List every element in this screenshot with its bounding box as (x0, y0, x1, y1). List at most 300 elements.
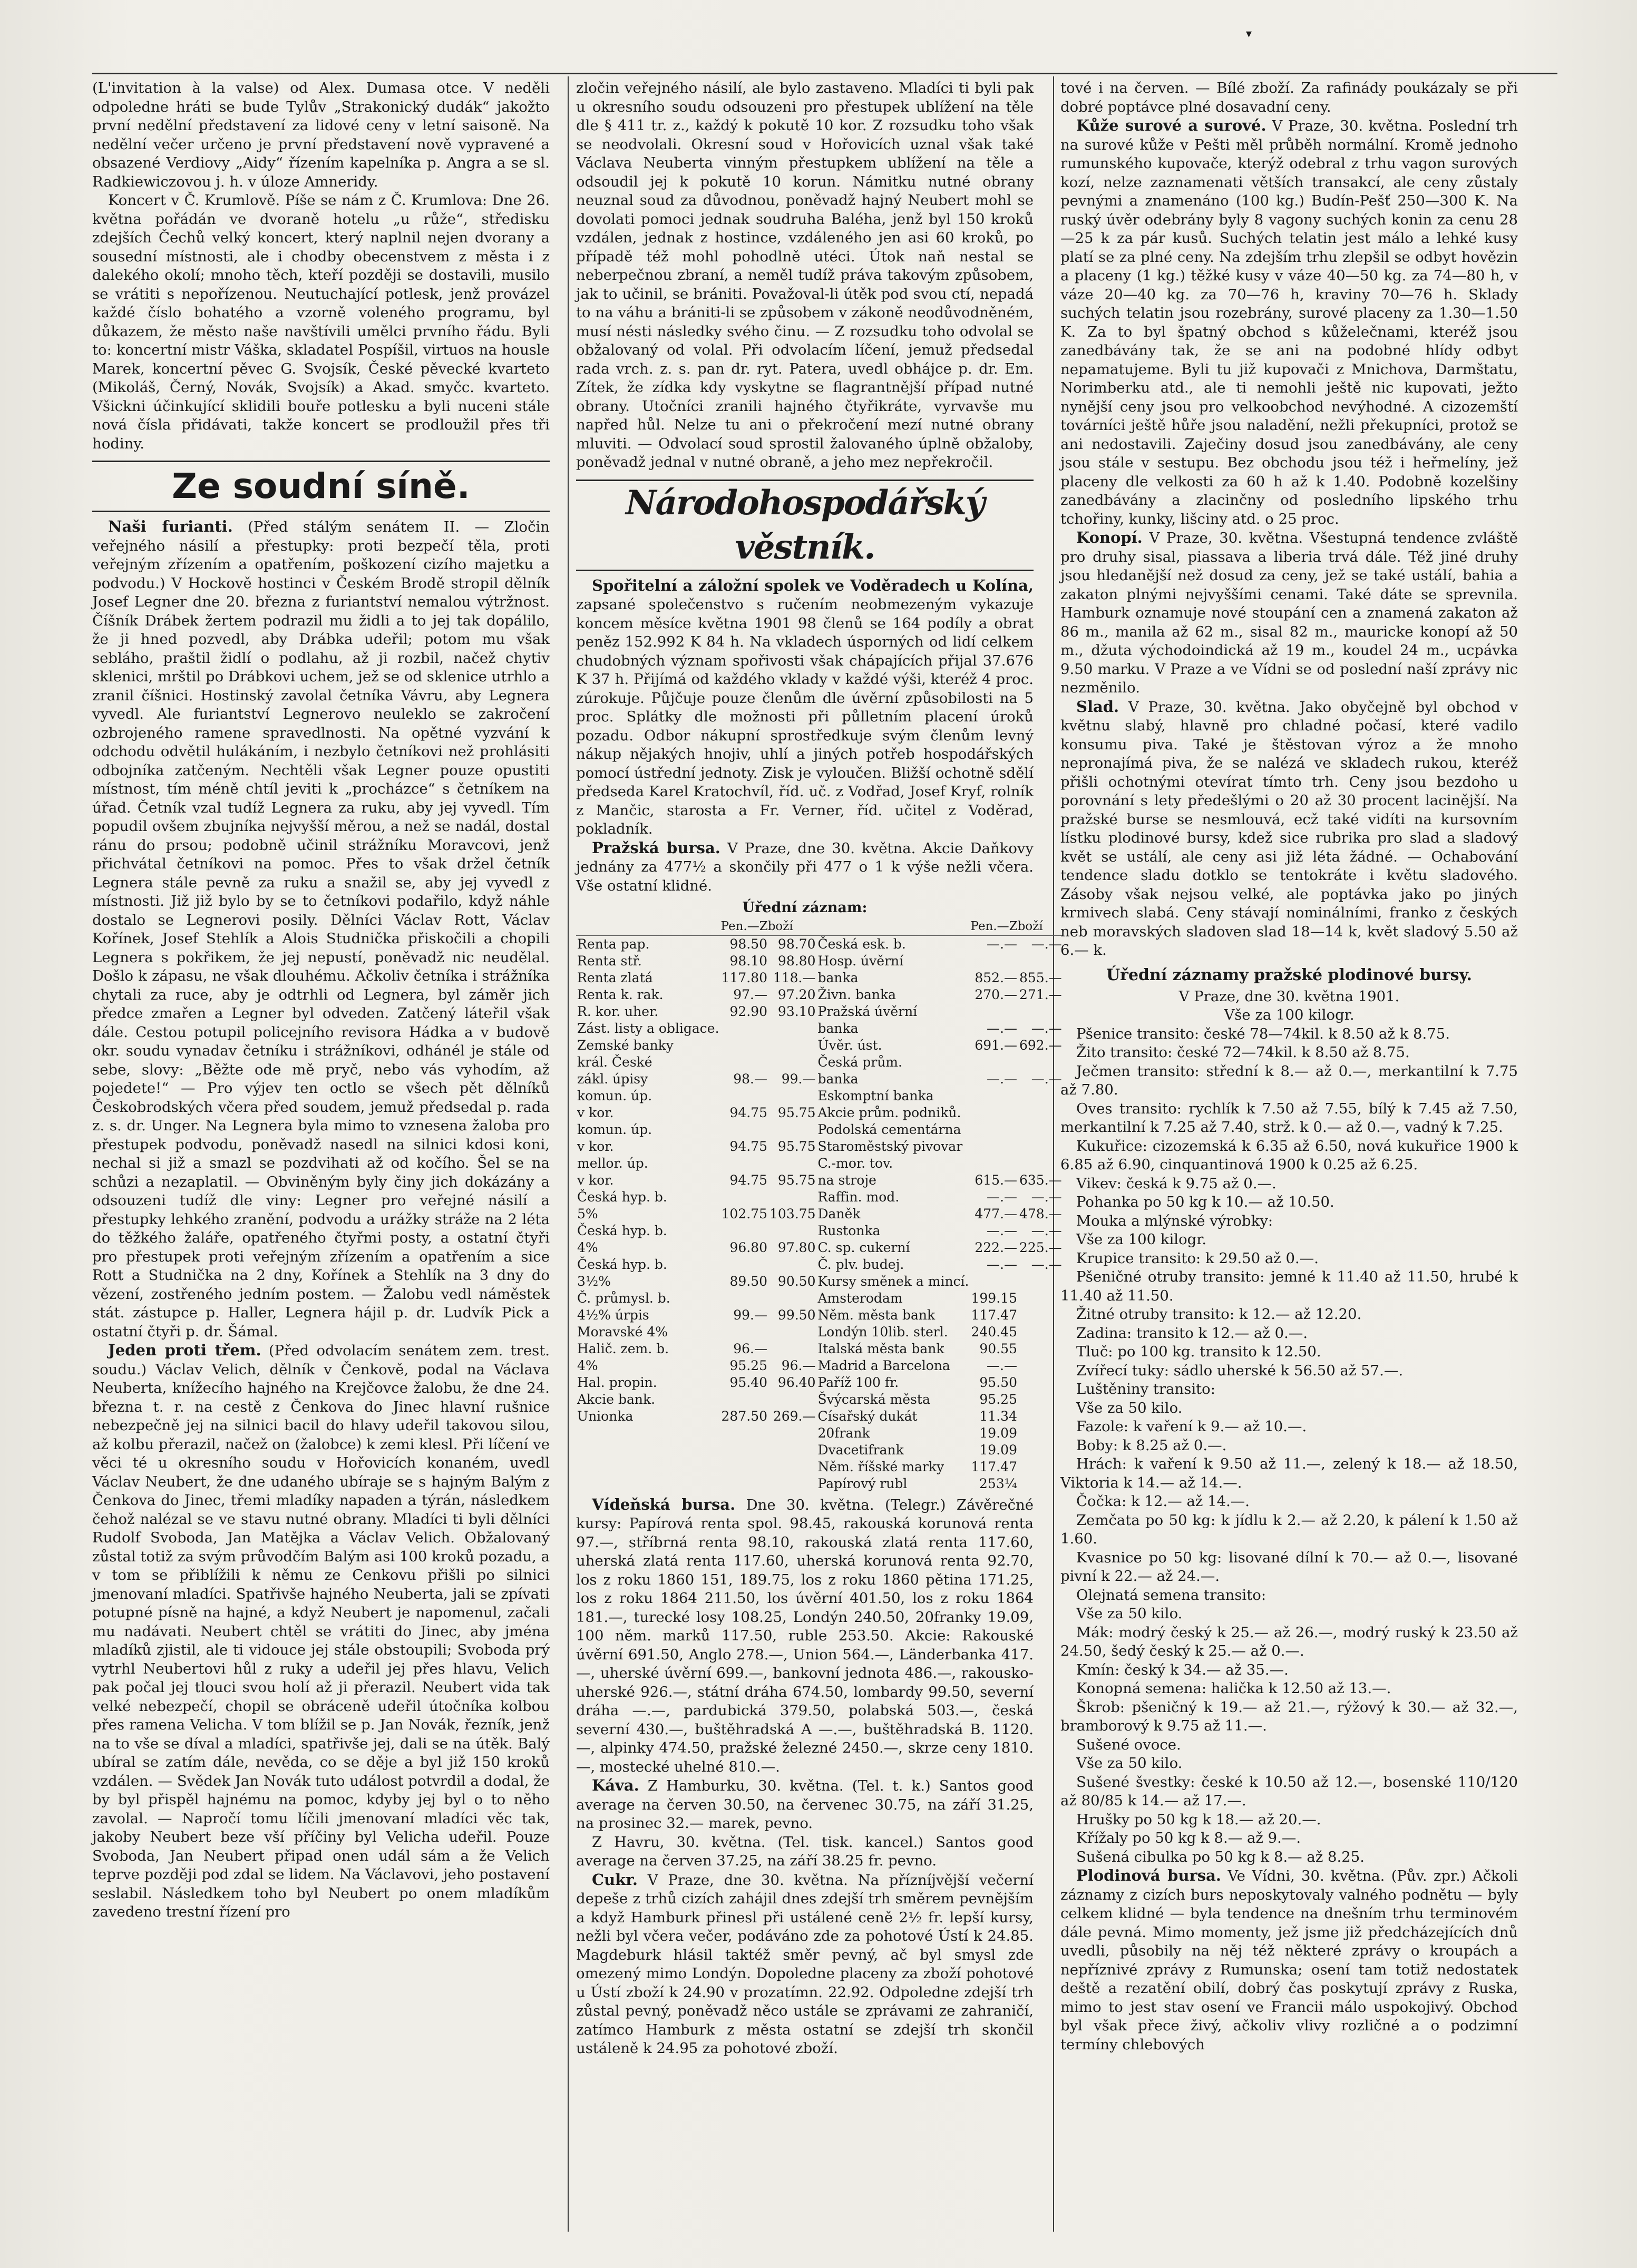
table-cell: Hosp. úvěrní (817, 953, 904, 969)
table-cell: Česká prům. (817, 1054, 902, 1070)
table-cell: 95.75 (777, 1104, 816, 1120)
section-heading-economy: Národohospodářský věstník. (576, 480, 1034, 571)
article-nasi-furianti (92, 517, 550, 1341)
column-1 (92, 79, 550, 2218)
table-cell (576, 1442, 720, 1459)
table-cell: 478.— (1019, 1206, 1062, 1221)
table-row (576, 1442, 1063, 1459)
table-cell: 5% (577, 1206, 598, 1221)
table-cell: Č. plv. budej. (817, 1256, 904, 1272)
exchange-unit: Vše za 100 kilogr. (1224, 1006, 1355, 1023)
article-cukr (576, 1871, 1034, 2058)
table-cell (1018, 1121, 1063, 1138)
article-title: Káva. (592, 1776, 639, 1794)
table-row (576, 1071, 1063, 1088)
table-cell: 11.34 (979, 1408, 1017, 1424)
table-cell (720, 1475, 768, 1492)
table-cell: 97.20 (777, 986, 816, 1002)
table-cell (970, 1104, 1018, 1121)
table-cell (720, 1088, 768, 1104)
table-cell (1018, 1374, 1063, 1391)
table-cell: 4% (577, 1239, 598, 1255)
article-title: Spořitelní a záložní spolek ve Voděradech u Kolína, (592, 576, 1034, 594)
table-row (576, 935, 1063, 953)
article-title: Konopí. (1076, 529, 1143, 546)
commodity-line: Kvasnice po 50 kg: lisované dílní k 70.— až 0.—, lisované pivní k 22.— až 24.—. (1060, 1549, 1518, 1585)
table-cell: 117.80 (721, 970, 768, 985)
article-title: Pražská bursa. (592, 838, 720, 857)
column-3 (1060, 79, 1518, 2218)
table-cell (768, 1341, 816, 1357)
table-cell: Zemské banky (577, 1037, 674, 1053)
table-row (576, 1104, 1063, 1121)
table-row (576, 1003, 1063, 1020)
table-cell (1018, 1138, 1063, 1155)
table-cell: R. kor. uher. (577, 1003, 659, 1019)
table-cell: Daněk (817, 1206, 861, 1221)
article-kava (576, 1776, 1034, 1833)
exchange-table-body (576, 935, 1063, 1492)
table-cell: 287.50 (721, 1408, 768, 1424)
article-title: Naši furianti. (108, 517, 233, 535)
table-cell: v kor. (577, 1104, 614, 1120)
table-cell (720, 1020, 768, 1037)
table-cell (720, 1442, 768, 1459)
table-cell (1018, 1408, 1063, 1425)
table-cell: banka (817, 1071, 859, 1087)
commodity-line: Hrách: k vaření k 9.50 až 11.—, zelený k 18.— až 18.50, Viktoria k 14.— až 14.—. (1060, 1455, 1518, 1491)
table-cell: Česká hyp. b. (577, 1256, 667, 1272)
article-konopi (1060, 529, 1518, 698)
table-cell: 98.10 (729, 953, 768, 969)
table-cell (1018, 1425, 1063, 1442)
table-cell (768, 1037, 816, 1054)
table-cell (768, 1391, 816, 1408)
table-cell (720, 1054, 768, 1071)
theatre-notice: (L'invitation à la valse) od Alex. Dumasa otce. V neděli odpoledne hráti se bude Tylův „Strakonický dudák“ jakožto první nedělní představení za lidové ceny v letní saisoně. Na nedělní večer určeno je první představení nově vypravené a obsazené Verdiovy „Aidy“ řízením kapelníka p. Angra a se sl. Radkiewiczovou j. h. v úloze Amneridy. (92, 80, 550, 190)
table-cell: Úvěr. úst. (817, 1037, 882, 1053)
table-cell: na stroje (817, 1172, 876, 1188)
article-body: V Praze, dne 30. května. Akcie Daňkovy jednány za 477½ a skončily při 477 o 1 k výše nežli včera. Vše ostatní klidné. (576, 839, 1034, 894)
table-cell (970, 1121, 1018, 1138)
table-cell: 269.— (773, 1408, 816, 1424)
commodity-line: Luštěniny transito: (1076, 1381, 1215, 1397)
table-cell (720, 1189, 768, 1206)
table-cell (1018, 1054, 1063, 1071)
table-cell (1018, 1290, 1063, 1307)
article-body: Z Hamburku, 30. května. (Tel. t. k.) Santos good average na červen 30.50, na červenec 30.75, na září 31.25, na prosinec 32.— marek, pevno. (576, 1777, 1034, 1832)
table-cell: 852.— (975, 970, 1017, 985)
table-cell: 97.— (733, 986, 768, 1002)
table-cell (768, 1256, 816, 1273)
table-cell (768, 1020, 816, 1037)
table-cell (1018, 1475, 1063, 1492)
table-cell: Akcie bank. (577, 1391, 656, 1407)
article-body: V Praze, dne 30. května. Na přízníjvější večerní depeše z trhů cizích zahájil dnes zdejší trh směrem pevnějším a když Hamburk přinesl při ustálené ceně 2½ fr. lepší kursy, nežli byl včera večer, podáváno zde za pohotové Ústí k 24.85. Magdeburk hlásil taktéž směr pevný, ač byl smysl zde omezený mimo Londýn. Dopoledne placeny za zboží pohotové u Ústí zboží k 24.90 v prozatímn. 22.92. Odpoledne zdejší trh zůstal pevný, poněvadž něco ustále se zprávami ze zahraničí, zatímco Hamburk z města ostatní se zdejší trh skončil ustáleně k 24.95 za pohotové zboží. (576, 1871, 1034, 2057)
article-title: Jeden proti třem. (108, 1341, 261, 1359)
table-cell: C.-mor. tov. (817, 1155, 893, 1171)
table-cell: Renta pap. (577, 936, 650, 952)
table-cell: v kor. (577, 1172, 614, 1188)
article-videnska-bursa (576, 1495, 1034, 1777)
table-cell: 92.90 (729, 1003, 768, 1019)
table-cell: 19.09 (979, 1425, 1017, 1441)
table-cell (768, 1324, 816, 1341)
table-cell: 95.40 (729, 1374, 768, 1390)
table-cell: mellor. úp. (577, 1155, 648, 1171)
article-jeden-proti-trem (92, 1341, 550, 1922)
table-cell: Česká esk. b. (817, 936, 906, 952)
table-cell: 98.70 (777, 936, 816, 952)
column-divider-1 (568, 76, 569, 2232)
table-cell: Č. průmysl. b. (577, 1290, 670, 1306)
table-cell (1018, 1391, 1063, 1408)
table-cell (720, 1121, 768, 1138)
table-row (576, 1459, 1063, 1475)
table-cell (720, 1391, 768, 1408)
table-cell: 691.— (975, 1037, 1017, 1053)
table-cell: 117.47 (971, 1307, 1017, 1323)
table-cell: 99.50 (777, 1307, 816, 1323)
table-cell: 94.75 (729, 1104, 768, 1120)
table-row (576, 1425, 1063, 1442)
table-cell: 103.75 (769, 1206, 816, 1221)
table-cell: komun. úp. (577, 1088, 652, 1103)
table-cell: —.— (1031, 1020, 1062, 1036)
table-row (576, 1256, 1063, 1273)
table-cell: —.— (987, 1357, 1017, 1373)
table-cell (1018, 1104, 1063, 1121)
table-cell (970, 953, 1018, 970)
commodity-line: Mák: modrý český k 25.— až 26.—, modrý ruský k 23.50 až 24.50, šedý český k 25.— až 0.—. (1060, 1624, 1518, 1659)
table-cell: —.— (987, 1071, 1017, 1087)
table-cell: zákl. úpisy (577, 1071, 648, 1087)
commodity-line: Tluč: po 100 kg. transito k 12.50. (1076, 1343, 1321, 1360)
table-cell (720, 1425, 768, 1442)
section-heading-court: Ze soudní síně. (92, 461, 550, 512)
table-cell: banka (817, 970, 859, 985)
article-body: V Praze, 30. května. Jako obyčejně byl obchod v květnu slabý, hlavně pro chladné počasí, které vadilo konsumu piva. Také je štěstovan výroz a že mnoho nepronajímá piva, že se nalézá ve skladech rukou, kteréž přišli ochotnými otevírat tímto trh. Ceny jsou bezdoho u porovnání s lety předešlými o 20 až 30 procent lacinější. Na pražské burse se nesmlouvá, ecž také vidíti na kursovním lístku plodinové bursy, kdež sice rubrika pro slad a sladový květ se ustálí, ale ceny asi již léta žádné. — Ochabování tendence sladu dotklo se tentokráte i květu sladového. Zásoby však nejsou velké, ale poptávka jako po jiných krmivech slabá. Ceny stávají nominálními, franko z českých neb moravských sladoven slad 18—14 k, květ sladový 5.50 až 6.— k. (1060, 698, 1518, 959)
table-cell (720, 1290, 768, 1307)
table-cell: 271.— (1019, 986, 1062, 1002)
table-cell: 102.75 (721, 1206, 768, 1221)
table-cell: —.— (1031, 1256, 1062, 1272)
table-row (576, 1138, 1063, 1155)
table-cell: 95.75 (777, 1138, 816, 1154)
table-cell (1018, 1273, 1063, 1290)
table-cell (768, 1459, 816, 1475)
table-row (576, 970, 1063, 986)
table-cell (720, 1037, 768, 1054)
table-cell: —.— (987, 1223, 1017, 1238)
table-cell: —.— (987, 1189, 1017, 1205)
article-body: V Praze, 30. května. Všestupná tendence zvláště pro druhy sisal, piassava a liberia trvá dále. Též jiné druhy jsou hledanější než dosud za ceny, jež se také ustálí, bahia a zakaton plnými nejvyššími cenami. Také dáte se sprevnila. Hamburk oznamuje nové stoupání cen a znamená zakaton až 86 m., manila až 62 m., sisal 82 m., mauricke konopí až 50 m., džuta východoindická až 19 m., koudel 24 m., ucpávka 9.50 marku. V Praze a ve Vídni se od poslední naší zprávy nic nezměnilo. (1060, 530, 1518, 696)
table-cell: —.— (987, 1256, 1017, 1272)
table-cell (970, 1138, 1018, 1155)
table-cell (768, 1054, 816, 1071)
table-header-row (576, 917, 1063, 936)
table-cell: Něm. říšské marky (817, 1459, 944, 1474)
table-cell: 199.15 (971, 1290, 1017, 1306)
table-cell (970, 1088, 1018, 1104)
commodity-exchange-heading: Úřední záznamy pražské plodinové bursy. (1106, 965, 1472, 984)
table-cell (720, 1256, 768, 1273)
table-cell: Podolská cementárna (817, 1121, 961, 1137)
table-cell (720, 1324, 768, 1341)
table-cell: 692.— (1019, 1037, 1062, 1053)
commodity-line: Ječmen transito: střední k 8.— až 0.—, merkantilní k 7.75 až 7.80. (1060, 1062, 1518, 1098)
commodity-line: Křížaly po 50 kg k 8.— až 9.—. (1076, 1830, 1301, 1846)
article-body: Dne 30. května. (Telegr.) Závěrečné kursy: Papírová renta spol. 98.45, rakouská korunová renta 97.—, stříbrná renta 98.10, rakouská zlatá renta 117.60, uherská zlatá renta 117.60, uherská korunová renta 92.70, los z roku 1860 151, 189.75, los z roku 1860 pětina 171.25, los z roku 1864 211.50, los úvěrní 401.50, los z roku 1864 181.—, turecké losy 108.25, Londýn 240.50, 20franky 19.09, 100 něm. marků 117.50, ruble 253.50. Akcie: Rakouské úvěrní 691.50, Anglo 278.—, Union 564.—, Länderbanka 417.—, uherské úvěrní 699.—, bankovní jednota 486.—, rakousko-uherské 926.—, státní dráha 674.50, lombardy 99.50, severní dráha —.—, pardubická 379.50, polabská 503.—, česká severní 430.—, buštěhradská A —.—, buštěhradská B. 1120.—, alpinky 474.50, pražské železné 2450.—, skrze ceny 1810.—, mostecké uhelné 810.—. (576, 1496, 1034, 1775)
table-cell: 96.— (781, 1357, 816, 1373)
table-cell: Amsterodam (817, 1290, 903, 1306)
table-cell (1018, 953, 1063, 970)
table-cell: 89.50 (729, 1273, 768, 1289)
table-cell (768, 1442, 816, 1459)
table-cell: 94.75 (729, 1172, 768, 1188)
table-cell (970, 1003, 1018, 1020)
table-cell: 240.45 (971, 1324, 1017, 1340)
article-title: Kůže surové a surové. (1076, 116, 1266, 134)
table-row (576, 1273, 1063, 1290)
table-row (576, 1223, 1063, 1239)
sugar-continued: tové i na červen. — Bílé zboží. Za rafinády poukázaly se při dobré poptávce plné dosavadní ceny. (1060, 80, 1518, 115)
table-cell (1018, 1357, 1063, 1374)
table-cell: 253¼ (979, 1475, 1017, 1491)
commodity-line: Vše za 50 kilo. (1076, 1605, 1183, 1622)
table-cell: Živn. banka (817, 986, 897, 1002)
commodity-line: Vikev: česká k 9.75 až 0.—. (1076, 1175, 1277, 1192)
table-cell (1018, 1155, 1063, 1172)
table-cell: 99.— (781, 1071, 816, 1087)
table-row (576, 1374, 1063, 1391)
table-cell: Papírový rubl (817, 1475, 908, 1491)
table-cell: 635.— (1019, 1172, 1062, 1188)
table-row (576, 1155, 1063, 1172)
table-cell: Paříž 100 fr. (817, 1374, 899, 1390)
table-cell: Hal. propin. (577, 1374, 657, 1390)
commodity-line: Sušené ovoce. (1076, 1736, 1181, 1753)
table-cell (970, 1155, 1018, 1172)
table-cell: Madrid a Barcelona (817, 1357, 950, 1373)
table-cell (768, 1189, 816, 1206)
table-cell: 98.— (733, 1071, 768, 1087)
commodity-line: Čočka: k 12.— až 14.—. (1076, 1493, 1250, 1510)
table-row (576, 1324, 1063, 1341)
table-cell: 222.— (975, 1239, 1017, 1255)
commodity-line: Olejnatá semena transito: (1076, 1586, 1266, 1604)
table-cell: 20frank (817, 1425, 870, 1441)
table-cell: —.— (1031, 1189, 1062, 1205)
article-sporitelni-spolek (576, 576, 1034, 839)
table-cell: —.— (1031, 936, 1062, 952)
column-2 (576, 79, 1062, 2218)
table-cell: 95.25 (729, 1357, 768, 1373)
commodity-line: Vše za 50 kilo. (1076, 1399, 1183, 1416)
commodity-line: Kmín: český k 34.— až 35.—. (1076, 1661, 1289, 1678)
table-cell: 270.— (975, 986, 1017, 1002)
table-cell (576, 1475, 720, 1492)
commodity-line: Zvířecí tuky: sádlo uherské k 56.50 až 57.—. (1076, 1362, 1404, 1379)
table-cell: C. sp. cukerní (817, 1239, 910, 1255)
table-cell: král. České (577, 1054, 652, 1070)
table-row (576, 1020, 1063, 1037)
table-cell: 98.50 (729, 936, 768, 952)
table-cell: Renta zlatá (577, 970, 653, 985)
table-row (576, 1239, 1063, 1256)
table-cell: Moravské 4% (577, 1324, 668, 1340)
article-plodinova-bursa (1060, 1866, 1518, 2054)
table-cell: Česká hyp. b. (577, 1189, 667, 1205)
article-title: Cukr. (592, 1870, 638, 1889)
table-row (576, 953, 1063, 970)
table-cell (720, 1155, 768, 1172)
commodity-list (1060, 1025, 1518, 1867)
table-cell: 95.75 (777, 1172, 816, 1188)
commodity-line: Vše za 100 kilogr. (1076, 1231, 1207, 1248)
table-cell (768, 1088, 816, 1104)
table-row (576, 1475, 1063, 1492)
commodity-line: Mouka a mlýnské výrobky: (1076, 1212, 1273, 1229)
krumlov-concert-article: Koncert v Č. Krumlově. Píše se nám z Č. Krumlova: Dne 26. května pořádán ve dvoraně hotelu „u růže“, středisku zdejších Čechů velký koncert, který naplnil nejen dvorany a sousední místnosti, ale i chodby obecenstvem z města i z dalekého okolí; mnoho těch, kteří později se dostavili, musilo se vrátiti s nepořízenou. Neutuchající potlesk, jenž provázel každé číslo bohatého a vzorně voleného programu, byl důkazem, že město naše navštívili umělci prvního řádu. Byli to: koncertní mistr Váška, skladatel Pospíšil, virtuos na housle Marek, koncertní pěvec G. Svojsík, České pěvecké kvarteto (Mikoláš, Černý, Novák, Svojsík) a Akad. smyčc. kvarteto. Všickni účinkující sklidili bouře potlesku a byli nuceni stále nová čísla přidávati, takže koncert se prodloužil přes tři hodiny. (92, 192, 550, 452)
commodity-line: Zadina: transito k 12.— až 0.—. (1076, 1324, 1308, 1342)
table-cell: 477.— (975, 1206, 1017, 1221)
table-cell (768, 1223, 816, 1239)
table-cell (720, 1223, 768, 1239)
table-cell: 855.— (1019, 970, 1062, 985)
table-row (576, 1088, 1063, 1104)
table-cell: Italská města bank (817, 1341, 944, 1356)
table-cell (970, 1054, 1018, 1071)
table-cell: 615.— (975, 1172, 1017, 1188)
exchange-table (576, 917, 1063, 1492)
table-cell: 118.— (773, 970, 816, 985)
table-cell (768, 1475, 816, 1492)
table-cell (576, 1459, 720, 1475)
table-cell: Kursy směnek a mincí. (817, 1273, 969, 1289)
table-cell: 90.55 (979, 1341, 1017, 1356)
table-row (576, 1172, 1063, 1189)
commodity-line: Krupice transito: k 29.50 až 0.—. (1076, 1249, 1319, 1267)
table-cell (768, 1155, 816, 1172)
table-cell: 4% (577, 1357, 598, 1373)
table-cell: Raffin. mod. (817, 1189, 900, 1205)
table-cell (1018, 1088, 1063, 1104)
article-body: V Praze, 30. května. Poslední trh na surové kůže v Pešti měl průběh normální. Kromě jednoho rumunského kupovače, kterýž odebral z trhu vagon surových kozí, nelze zaznamenati větších transakcí, ale ceny zůstaly pevnými a znamenáno (100 kg.) Budín-Pešť 250—300 K. Na ruský úvěr odebrány byly 8 vagony suchých konin za cenu 28—25 k za pár kusů. Suchých telatin jest málo a lehké kusy platí se za plné ceny. Na zdejším trhu zlepšil se odbyt hovězin a placeny (1 kg.) těžké kusy v váze 40—50 kg. za 74—80 h, v váze 20—40 kg. za 70—76 h, kraviny 70—76 h. Sklady suchých telatin jsou rozebrány, surové placeny za 1.30—1.50 K. Za to byl špatný obchod s kůželečnami, kteréž jsou zanedbávány tak, že se ani na podobné hlídy odbyt nepamatujeme. Byli tu již kupovači z Mnichova, Darmštatu, Norimberku atd., ale ti nemohli ještě nic kupovati, ježto nynější ceny jsou pro velkoobchod nevýhodné. A cizozemští továrníci ještě hůře jsou naladění, nežli překupníci, protož se ani nedostavili. Zaječiny dosud jsou zanedbávány, ale ceny jsou stále v sestupu. Bez obchodu jsou též i heřmelíny, jež placeny dle velkosti za 60 h až k 1.40. Podobně kozelšiny zanedbávány a zlacinčny od posledního lipského trhu tchořiny, kunky, lišciny atd. o 25 proc. (1060, 118, 1518, 527)
table-cell (576, 1425, 720, 1442)
commodity-line: Boby: k 8.25 až 0.—. (1076, 1436, 1227, 1454)
table-row (576, 1290, 1063, 1307)
table-cell: 95.50 (979, 1374, 1017, 1390)
table-cell: Pražská úvěrní (817, 1003, 918, 1019)
commodity-line: Pšeničné otruby transito: jemné k 11.40 až 11.50, hrubé k 11.40 až 11.50. (1060, 1268, 1518, 1304)
table-cell: Renta k. rak. (577, 986, 664, 1002)
article-kuze (1060, 116, 1518, 529)
col-header: Pen.—Zboží (970, 917, 1063, 936)
table-cell (1018, 1442, 1063, 1459)
article-body: Ve Vídni, 30. května. (Pův. zpr.) Ačkoli záznamy z cizích burs neposkytovaly valného podnětu — byly celkem klidné — byla tendence na dnešním trhu terminovém dále pevná. Mimo momenty, jež jsme již předcházejících dnů uvedli, působily na něj též některé zprávy o kroupách a nepříznivé zprávy z Rumunska; osení tam totiž nedostatek deště a rezatění obilí, dobrý čas poskytují zprávy z Ruska, mimo to jest stav osení ve Francii málo uspokojivý. Obchod byl však přece živý, ačkoliv vlivy rozličné a o podzimní termíny chlebových (1060, 1868, 1518, 2053)
table-cell: Halič. zem. b. (577, 1341, 669, 1356)
commodity-line: Hrušky po 50 kg k 18.— až 20.—. (1076, 1811, 1321, 1828)
table-cell: Zást. listy a obligace. (577, 1020, 719, 1036)
table-cell: 90.50 (777, 1273, 816, 1289)
table-cell: Akcie prům. podniků. (817, 1104, 961, 1120)
table-cell: 96.40 (777, 1374, 816, 1390)
commodity-line: Vše za 50 kilo. (1076, 1755, 1183, 1772)
table-cell: Rustonka (817, 1223, 881, 1238)
table-row (576, 1408, 1063, 1425)
table-cell: 98.80 (777, 953, 816, 969)
table-cell: 3½% (577, 1273, 611, 1289)
table-cell: —.— (987, 1020, 1017, 1036)
article-kava-havr: Z Havru, 30. května. (Tel. tisk. kancel.) Santos good average na červen 37.25, na září 38.25 fr. pevno. (576, 1833, 1034, 1869)
commodity-line: Sušené švestky: české k 10.50 až 12.—, bosenské 110/120 až 80/85 k 14.— až 17.—. (1060, 1773, 1518, 1809)
article-body: (Před stálým senátem II. — Zločin veřejného násilí a přestupky: proti bezpečí těla, proti veřejným zřízením a opatřením, poškození cizího majetku a podvodu.) V Hockově hostinci v Českém Brodě stropil dělník Josef Legner dne 20. března z furiantství nemalou výtržnost. Číšník Drábek žertem podrazil mu židli a to jej tak dopálilo, že ji hned pozvedl, aby Drábka udeřil; potom mu však sebláho, praštil židlí o podlahu, až ji rozbil, načež chytiv sklenici, mrštil po Drábkovi uchem, jež se od sklenice utrhlo a zranil číšnici. Hostinský zavolal četníka Vávru, aby Legnera vyvedl. Ale furiantství Legnerovo neuleklo se zakročení ozbrojeného ramene spravedlnosti. Na opětné vyzvání k odchodu odvětil hulákáním, i nezbylo četníkovi než prohlásiti odbojníka zatčeným. Nechtěli však Legner pouze opustiti místnost, tím méně chtíl jeviti k „procházce“ s četníkem na úřad. Četník vzal tudíž Legnera za ruku, aby jej vyvedl. Tím popudil ovšem zbujníka nejvyšší měrou, a než se nadál, dostal ránu do prsou; podobně učinil strážníku Moravcovi, jenž přichvátal četníkovi na pomoc. Přes to však držel četník Legnera stále pevně za ruku a snažil se, aby jej vyvedl z místnosti. Již již bylo by se to četníkovi podařilo, když náhle dostalo se Legnerovi posily. Dělníci Václav Rott, Václav Kořínek, Josef Stehlík a Alois Studnička přiskočili a chopili Legnera s pokřikem, že jej nepustí, poněvadž nic neudělal. Došlo k zápasu, ne však dlouhému. Ačkoliv četníka i strážníka chytali za ruce, aby je odtrhli od Legnera, byl záměr jich předce zmařen a Legner byl odveden. Zatčený láteřil však dále. Cestou potupil policejního revisora Hádka a v budově okr. soudu vynadav četníku i strážníkovi, odhánél je stále od sebe, slovy: „Běžte ode mě pryč, nebo vás vyhodím, až pojedete!“ — Pro výjev ten octlo se všech pět dělníků Českobrodských včera před soudem, jemuž předsedal p. rada z. s. dr. Unger. Na Legnera byla mimo to vznesena žaloba pro přestupek podvodu, poněvadž nasedl na silnici kdosi koni, nechal si již a smazl se pozdvihati až od kočího. Šel se na schůzi a nezaplatil. — Obviněným byly činy jich dokázány a odsouzeni tudíž dle viny: Legner pro veřejné násilí a přestupky lehkého zranění, podvodu a urážky stráže na 2 léta do těžkého žaláře, opatřeného čtyřmi posty, a ostatní čtyři pro přestupek proti veřejným zřízením a opatřením a sice Rott a Studnička na 2 dny, Kořínek a Stehlík na 3 dny do vězení, zostřeného jedním postem. — Žalobu vedl náměstek stát. zástupce p. Haller, Legnera hájil p. dr. Ludvík Pick a ostatní čtyři p. dr. Šámal. (92, 519, 550, 1340)
table-cell: Renta stř. (577, 953, 642, 969)
table-row (576, 1341, 1063, 1357)
table-cell: Císařský dukát (817, 1408, 918, 1424)
table-row (576, 1121, 1063, 1138)
commodity-line: Fazole: k vaření k 9.— až 10.—. (1076, 1418, 1307, 1435)
table-row (576, 1206, 1063, 1223)
commodity-line: Žito transito: české 72—74kil. k 8.50 až 8.75. (1076, 1044, 1410, 1061)
table-cell (768, 1425, 816, 1442)
commodity-line: Sušená cibulka po 50 kg k 8.— až 8.25. (1076, 1848, 1365, 1865)
table-cell: —.— (987, 936, 1017, 952)
article-title: Plodinová bursa. (1076, 1866, 1222, 1884)
commodity-line: Kukuřice: cizozemská k 6.35 až 6.50, nová kukuřice 1900 k 6.85 až 6.90, cinquantinová 1900 k 0.25 až 6.25. (1060, 1137, 1518, 1173)
table-cell (970, 1273, 1018, 1290)
table-cell (768, 1121, 816, 1138)
table-cell: komun. úp. (577, 1121, 652, 1137)
commodity-line: Pšenice transito: české 78—74kil. k 8.50 až k 8.75. (1076, 1025, 1450, 1042)
table-row (576, 1391, 1063, 1408)
article-body: (Před odvolacím senátem zem. trest. soudu.) Václav Velich, dělník v Čenkově, podal na Václava Neuberta, knížecího hajného na Krejčovce žalobu, že dne 24. března t. r. na cestě z Čenkova do Jinec hlavní rušnice nebezpečně jej na silnici bacil do hlavy udeřil takovou silou, až kolbu přerazil, načež on (žalobce) k zemi klesl. Při líčení ve věci té u okresního soudu v Hořovicích konaném, uvedl Václav Neubert, že dne udaného ubíraje se s hajným Balým z Čenkova do Jinec, třemi mladíky napaden a týrán, následkem čehož nalézal se ve stavu nutné obrany. Mladíci ti byli dělníci Rudolf Svoboda, Jan Matějka a Václav Velich. Obžalovaný zůstal totiž za svým průvodčím Balým asi 100 kroků pozadu, a v tom se přiblížili k němu ze Cenkovu přišli po silnici jmenovaní mladíci. Spatřivše hajného Neuberta, jali se zpívati potupné písně na hajné, a když Neubert je napomenul, začali mu nadávati. Neubert chtěl se vrátiti do Jinec, aby jména mladíků zjistil, ale ti vidouce jej stále obstoupili; Svoboda prý vytrhl Neubertovi hůl z ruky a udeřil jej přes hlavu, Velich pak počal jej tlouci svou holí až ji přerazil. Neubert vida tak velké nebezpečí, chopil se obráceně udeřil útočníka kolbou přes ramena Velicha. V tom blížil se p. Jan Novák, řezník, jenž na to vše se díval a mladíci, spatřivše jej, dali se na útěk. Balý ubíral se zatím dále, nevěda, co se děje a byl již 150 kroků vzdálen. — Svědek Jan Novák tuto událost potvrdil a dodal, že by byl přispěl hajnému na pomoc, kdyby jej byl o to něho zavolal. — Napročí tomu líčili jmenovaní mladíci věc tak, jakoby Neubert beze vší příčiny byl Velicha udeřil. Pouze Svoboda, Jan Neubert připad onen udál sám a že Velich teprve později pod zdal se lidem. Na Václavovi, jeho postavení seslabil. Následkem toho byl Neubert po onem mladíkům zavedeno trestní řízení pro (92, 1342, 550, 1920)
commodity-line: Zemčata po 50 kg: k jídlu k 2.— až 2.20, k pálení k 1.50 až 1.60. (1060, 1511, 1518, 1547)
court-continued: zločin veřejného násilí, ale bylo zastaveno. Mladíci ti byli pak u okresního soudu odsouzeni pro přestupek ublížení na těle dle § 411 tr. z., každý k pokutě 10 kor. Z rozsudku toho však se neodvolali. Okresní soud v Hořovicích uznal však také Václava Neuberta vinným přestupkem ublížení na těle a odsoudil jej k pokutě 10 korun. Námitku nutné obrany neuznal soud za důvodnou, poněvadž hajný Neubert mohl se dovolati pomoci jednak soudruha Baléha, jenž byl 150 kroků vzdálen, jednak z hostince, vzdáleného jen asi 60 kroků, po případě též mohl pohodlně utéci. Útok naň nestal se neberpečnou zbraní, a neměl tudíž práva takovým způsobem, jak to učinil, se brániti. Považoval-li útěk pod svou ctí, nepadá to na váhu a brániti-li se způsobem v zákoně neodůvodněném, musí nésti následky svého činu. — Z rozsudku toho odvolal se obžalovaný od volal. Při odvolacím líčení, jemuž předsedal rada vrch. z. s. pan dr. ryt. Patera, uvedl obhájce p. dr. Em. Zítek, že zídka kdy vyskytne se flagrantnější případ nutné obrany. Utočníci zranili hajného čtyřikráte, vyrvavše mu napřed hůl. Nelze tu ani o překročení mezí nutné obrany mluviti. — Odvolací soud sprostil žalovaného úplně obžaloby, poněvadž jednal v nutné obraně, a jeho mez nepřekročil. (576, 80, 1034, 471)
article-title: Slad. (1076, 697, 1119, 716)
table-cell: Dvacetifrank (817, 1442, 904, 1458)
exchange-date: V Praze, dne 30. května 1901. (1178, 988, 1400, 1005)
table-cell (768, 1290, 816, 1307)
table-cell: Unionka (577, 1408, 634, 1424)
table-cell: banka (817, 1020, 859, 1036)
table-cell: Staroměstský pivovar (817, 1138, 963, 1154)
table-cell: 97.80 (777, 1239, 816, 1255)
table-cell: Něm. města bank (817, 1307, 936, 1323)
article-prazska-bursa (576, 839, 1034, 896)
table-cell: 96.— (733, 1341, 768, 1356)
top-rule (92, 73, 1557, 74)
article-body: zapsané společenstvo s ručením neobmezeným vykazuje koncem měsíce května 1901 98 členů se 164 podíly a obrat peněz 152.992 K 84 h. Na vkladech úsporných od lidí celkem chudobných význam spořivosti však chápajících přijal 37.676 K 37 h. Přijímá od každého vklady v každé výši, kteréž 4 proc. zúrokuje. Půjčuje pouze členům dle úvěrní způsobilosti na 5 proc. Splátky dle možnosti při půlletním placení úroků pozadu. Odbor nákupní sprostředkuje svým členům levný nákup nějakých hnojiv, uhlí a jiných potřeb hospodářských pomocí ústřední jednoty. Zisk je vyloučen. Bližší ochotně sdělí předseda Karel Kratochvíl, říd. uč. z Vodřad, Josef Kryf, rolník z Mančic, starosta a Fr. Verner, říd. učitel z Voděrad, pokladník. (576, 596, 1034, 837)
table-cell: 225.— (1019, 1239, 1062, 1255)
commodity-line: Konopná semena: halička k 12.50 až 13.—. (1076, 1680, 1391, 1697)
table-row (576, 1189, 1063, 1206)
table-cell: 94.75 (729, 1138, 768, 1154)
table-row (576, 1037, 1063, 1054)
table-cell: Švýcarská města (817, 1391, 930, 1407)
table-cell: 4½% úrpis (577, 1307, 649, 1323)
table-heading: Úřední záznam: (742, 900, 868, 916)
table-cell: —.— (1031, 1223, 1062, 1238)
table-row (576, 1357, 1063, 1374)
commodity-line: Oves transito: rychlík k 7.50 až 7.55, bílý k 7.45 až 7.50, merkantilní k 7.25 až 7.40, strž. k 0.— až 0.—, vadný k 7.25. (1060, 1100, 1518, 1136)
table-cell (1018, 1459, 1063, 1475)
table-row (576, 986, 1063, 1003)
table-cell: 99.— (733, 1307, 768, 1323)
table-cell: 95.25 (979, 1391, 1017, 1407)
table-row (576, 1054, 1063, 1071)
